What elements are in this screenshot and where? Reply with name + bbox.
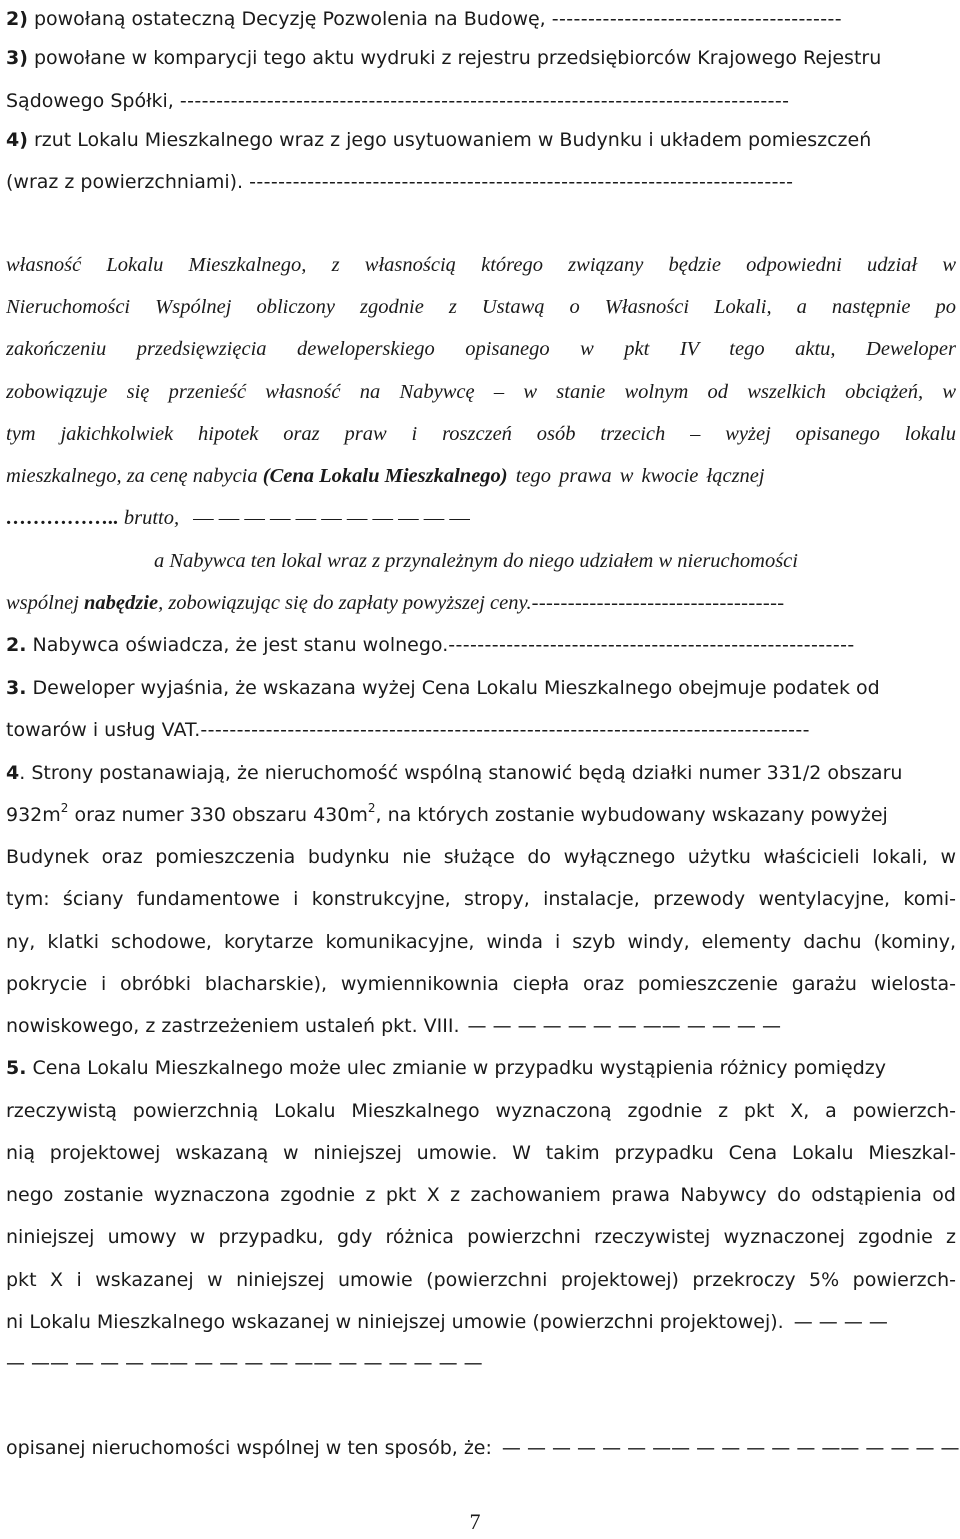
paragraph-text: Deweloper wyjaśnia, że wskazana wyżej Cena Lokalu Mieszkalnego obejmuje podatek od (26, 677, 880, 699)
list-item-4-line-1 (6, 125, 871, 155)
list-text: (wraz z powierzchniami). (6, 171, 250, 193)
paragraph-text: ni Lokalu Mieszkalnego wskazanej w niniejszej umowie (powierzchni projektowej). (6, 1311, 784, 1333)
superscript: 2 (367, 801, 376, 815)
section-8-line-2 (6, 1433, 960, 1463)
paragraph-number: 4 (6, 762, 20, 784)
area-value: 932m (6, 804, 61, 826)
dash-filler: ---------------------------------------- (551, 8, 843, 30)
section-7-line-9: a Nabywca ten lokal wraz z przynależnym do niego udziałem w nieruchomości (154, 550, 798, 572)
dash-filler: — — — — (793, 1311, 888, 1333)
dash-filler: ------------------------------------------------------------------------------------ (179, 90, 790, 112)
paragraph-text: opisanej nieruchomości wspólnej w ten sposób, że: (6, 1437, 492, 1459)
list-number: 3) (6, 47, 28, 69)
paragraph-text: Nabywca oświadcza, że jest stanu wolnego. (26, 634, 449, 656)
section-7-point-5-line-4: nego zostanie wyznaczona zgodnie z pkt X z zachowaniem prawa Nabywcy do odstąpienia od (6, 1184, 956, 1206)
section-7-line-2: własność Lokalu Mieszkalnego, z własnością którego związany będzie odpowiedni udział w (6, 254, 956, 276)
page-number: 7 (469, 1509, 481, 1534)
paragraph-text: . Strony postanawiają, że nieruchomość wspólną stanowić będą działki numer 331/2 obszaru (19, 762, 903, 784)
paragraph-number: 3. (6, 677, 27, 699)
paragraph-number: 2. (6, 634, 27, 656)
section-7-point-5-line-8: — —— — — — —— — — — — —— — — — — — — (6, 1352, 483, 1374)
dash-filler: — — — — — — — — — — — (193, 507, 470, 529)
section-7-line-8 (6, 503, 470, 533)
paragraph-text: , zobowiązując się do zapłaty powyższej ceny. (158, 592, 532, 614)
section-7-point-5-line-7 (6, 1307, 888, 1337)
list-item-4-line-2 (6, 167, 793, 197)
dash-filler: ----------------------------------- (531, 592, 785, 614)
dash-filler: --------------------------------------------------------------------------- (249, 171, 794, 193)
paragraph-text: mieszkalnego, za cenę nabycia (6, 465, 263, 487)
paragraph-text: oraz numer 330 obszaru 430m (68, 804, 368, 826)
emphasis-term: nabędzie (84, 592, 159, 614)
list-number: 2) (6, 8, 28, 30)
paragraph-number: 5. (6, 1057, 27, 1079)
list-text: Sądowego Spółki, (6, 90, 180, 112)
list-item-3-line-2 (6, 86, 789, 116)
list-text: powołaną ostateczną Decyzję Pozwolenia na Budowę, (27, 8, 552, 30)
section-7-point-5-line-3: nią projektowej wskazaną w niniejszej umowie. W takim przypadku Cena Lokalu Mieszkal- (6, 1142, 956, 1164)
section-7-point-5-line-2: rzeczywistą powierzchnią Lokalu Mieszkalnego wyznaczoną zgodnie z pkt X, a powierzch- (6, 1100, 956, 1122)
section-7-line-4: zakończeniu przedsięwzięcia deweloperskiego opisanego w pkt IV tego aktu, Deweloper (6, 338, 956, 360)
section-7-point-3-line-2 (6, 715, 810, 745)
paragraph-text: , na których zostanie wybudowany wskazany powyżej (375, 804, 888, 826)
dash-filler: -------------------------------------------------------- (448, 634, 855, 656)
list-item-3-line-1 (6, 43, 881, 73)
paragraph-text: wspólnej (6, 592, 85, 614)
section-7-line-10 (6, 588, 785, 618)
section-7-line-1 (6, 209, 956, 239)
section-7-point-3-line-1 (6, 673, 880, 703)
section-8-line-1 (6, 1390, 956, 1420)
section-7-line-6: tym jakichkolwiek hipotek oraz praw i roszczeń osób trzecich – wyżej opisanego lokalu (6, 423, 956, 445)
price-term: (Cena Lokalu Mieszkalnego) (262, 465, 508, 487)
paragraph-text: nowiskowego, z zastrzeżeniem ustaleń pkt. VIII. (6, 1015, 460, 1037)
dash-filler: ------------------------------------------------------------------------------------ (200, 719, 810, 741)
section-7-point-4-line-2 (6, 800, 888, 830)
section-7-point-4-line-5: ny, klatki schodowe, korytarze komunikacyjne, winda i szyb windy, elementy dachu (kominy, (6, 931, 956, 953)
paragraph-text: tego prawa w kwocie łącznej (507, 465, 765, 487)
section-7-point-5-line-1 (6, 1053, 886, 1083)
section-7-line-5: zobowiązuje się przenieść własność na Nabywcę – w stanie wolnym od wszelkich obciążeń, w (6, 381, 956, 403)
section-7-point-4-line-4: tym: ściany fundamentowe i konstrukcyjne, stropy, instalacje, przewody wentylacyjne, komi- (6, 888, 956, 910)
list-text: rzut Lokalu Mieszkalnego wraz z jego usytuowaniem w Budynku i układem pomieszczeń (27, 129, 872, 151)
section-7-point-4-line-7 (6, 1011, 781, 1041)
dash-filler: — — — — — — — —— — — — — (467, 1015, 781, 1037)
paragraph-text: brutto, (118, 507, 180, 529)
list-item-2 (6, 4, 842, 34)
section-7-line-3: Nieruchomości Wspólnej obliczony zgodnie z Ustawą o Własności Lokali, a następnie po (6, 296, 956, 318)
superscript: 2 (60, 801, 69, 815)
section-7-point-2 (6, 630, 855, 660)
section-7-point-5-line-5: niniejszej umowy w przypadku, gdy różnica powierzchni rzeczywistej wyznaczonej zgodnie z (6, 1226, 956, 1248)
paragraph-text: Cena Lokalu Mieszkalnego może ulec zmianie w przypadku wystąpienia różnicy pomiędzy (26, 1057, 887, 1079)
section-7-point-5-line-6: pkt X i wskazanej w niniejszej umowie (powierzchni projektowej) przekroczy 5% powierzch- (6, 1269, 956, 1291)
list-number: 4) (6, 129, 28, 151)
dash-filler: — — — — — — —— — — — — — —— — — — — (501, 1437, 960, 1459)
section-7-line-7 (6, 461, 956, 491)
section-7-point-4-line-6: pokrycie i obróbki blacharskie), wymiennikownia ciepła oraz pomieszczenie garażu wielosta- (6, 973, 956, 995)
list-text: powołane w komparycji tego aktu wydruki z rejestru przedsiębiorców Krajowego Rejestru (27, 47, 882, 69)
price-placeholder: …………….. (6, 507, 119, 529)
section-7-point-4-line-3: Budynek oraz pomieszczenia budynku nie służące do wyłącznego użytku właścicieli lokali, w (6, 846, 956, 868)
section-7-point-4-line-1 (6, 758, 902, 788)
paragraph-text: towarów i usług VAT. (6, 719, 201, 741)
